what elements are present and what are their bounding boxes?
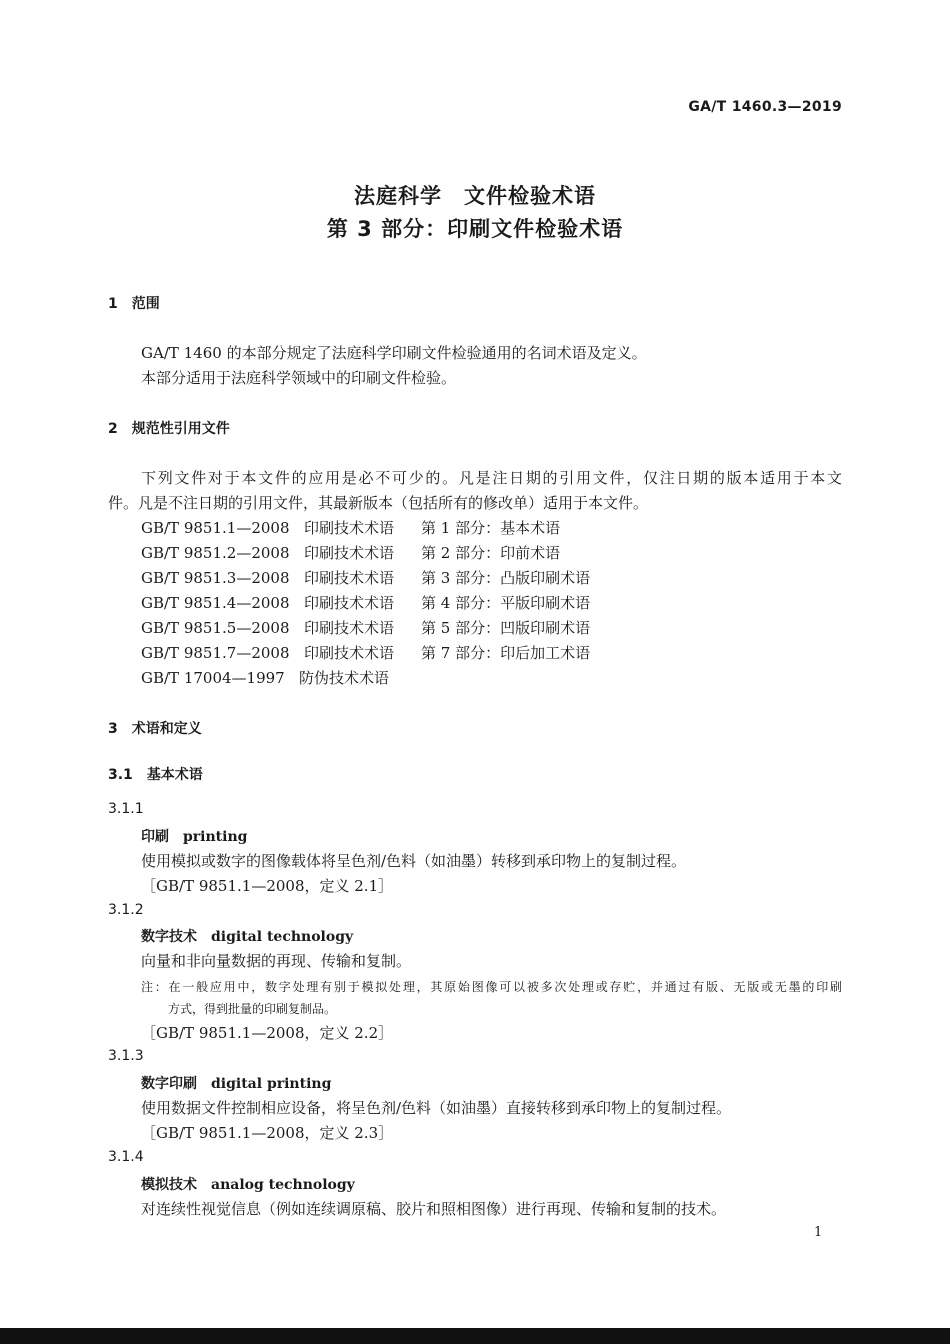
term-definition: 使用数据文件控制相应设备，将呈色剂/色料（如油墨）直接转移到承印物上的复制过程。 <box>141 1099 732 1117</box>
section-heading-normative-references: 2 规范性引用文件 <box>108 421 230 437</box>
reference-item <box>141 592 590 613</box>
term-definition: 对连续性视觉信息（例如连续调原稿、胶片和照相图像）进行再现、传输和复制的技术。 <box>141 1200 727 1218</box>
reference-part: 第 5 部分：凹版印刷术语 <box>421 619 591 637</box>
reference-part: 第 4 部分：平版印刷术语 <box>421 594 591 612</box>
term-en: analog technology <box>211 1177 355 1193</box>
paragraph: 件。凡是不注日期的引用文件，其最新版本（包括所有的修改单）适用于本文件。 <box>108 494 649 512</box>
reference-item <box>141 517 560 538</box>
term-en: printing <box>183 829 248 845</box>
term-source: ［GB/T 9851.1—2008，定义 2.3］ <box>141 1124 394 1142</box>
term-number: 3.1.2 <box>108 902 144 918</box>
reference-name: 印刷技术术语 <box>304 594 395 612</box>
reference-part: 第 1 部分：基本术语 <box>421 519 561 537</box>
standard-code: GA/T 1460.3—2019 <box>688 99 842 115</box>
reference-code: GB/T 9851.7—2008 <box>141 644 290 662</box>
term-entry <box>141 1174 355 1194</box>
term-number: 3.1.4 <box>108 1149 144 1165</box>
reference-name: 防伪技术术语 <box>299 669 390 687</box>
bottom-border <box>0 1328 950 1344</box>
paragraph: 本部分适用于法庭科学领域中的印刷文件检验。 <box>141 369 457 387</box>
reference-code: GB/T 9851.3—2008 <box>141 569 290 587</box>
paragraph: 下列文件对于本文件的应用是必不可少的。凡是注日期的引用文件，仅注日期的版本适用于本文 <box>141 469 842 487</box>
reference-item <box>141 642 590 663</box>
term-en: digital technology <box>211 929 354 945</box>
term-definition: 使用模拟或数字的图像载体将呈色剂/色料（如油墨）转移到承印物上的复制过程。 <box>141 852 687 870</box>
term-zh: 数字技术 <box>141 929 197 945</box>
term-zh: 数字印刷 <box>141 1076 197 1092</box>
term-en: digital printing <box>211 1076 332 1092</box>
term-source: ［GB/T 9851.1—2008，定义 2.1］ <box>141 877 394 895</box>
reference-name: 印刷技术术语 <box>304 569 395 587</box>
reference-item <box>141 567 590 588</box>
term-note: 注：在一般应用中，数字处理有别于模拟处理，其原始图像可以被多次处理或存贮，并通过有版、无版或无墨的印刷 <box>141 980 842 994</box>
reference-part: 第 7 部分：印后加工术语 <box>421 644 591 662</box>
reference-name: 印刷技术术语 <box>304 644 395 662</box>
reference-name: 印刷技术术语 <box>304 519 395 537</box>
reference-name: 印刷技术术语 <box>304 544 395 562</box>
subsection-heading-basic-terms: 3.1 基本术语 <box>108 767 203 783</box>
term-number: 3.1.1 <box>108 801 144 817</box>
section-heading-scope: 1 范围 <box>108 296 160 312</box>
term-number: 3.1.3 <box>108 1048 144 1064</box>
section-heading-terms-and-definitions: 3 术语和定义 <box>108 721 202 737</box>
reference-item <box>141 617 590 638</box>
reference-part: 第 2 部分：印前术语 <box>421 544 561 562</box>
page-number: 1 <box>814 1225 823 1240</box>
term-entry <box>141 926 353 946</box>
reference-item <box>141 667 389 688</box>
term-entry <box>141 826 247 846</box>
reference-code: GB/T 9851.5—2008 <box>141 619 290 637</box>
reference-part: 第 3 部分：凸版印刷术语 <box>421 569 591 587</box>
reference-item <box>141 542 560 563</box>
document-title-line-1: 法庭科学 文件检验术语 <box>354 184 596 208</box>
reference-code: GB/T 9851.4—2008 <box>141 594 290 612</box>
reference-code: GB/T 9851.2—2008 <box>141 544 290 562</box>
term-note-continuation: 方式，得到批量的印刷复制品。 <box>168 1002 337 1016</box>
paragraph: GA/T 1460 的本部分规定了法庭科学印刷文件检验通用的名词术语及定义。 <box>141 344 647 362</box>
term-zh: 印刷 <box>141 829 169 845</box>
term-zh: 模拟技术 <box>141 1177 197 1193</box>
term-source: ［GB/T 9851.1—2008，定义 2.2］ <box>141 1024 394 1042</box>
term-entry <box>141 1073 331 1093</box>
reference-code: GB/T 9851.1—2008 <box>141 519 290 537</box>
document-title-line-2: 第 3 部分：印刷文件检验术语 <box>326 217 624 241</box>
term-definition: 向量和非向量数据的再现、传输和复制。 <box>141 952 412 970</box>
reference-name: 印刷技术术语 <box>304 619 395 637</box>
reference-code: GB/T 17004—1997 <box>141 669 285 687</box>
